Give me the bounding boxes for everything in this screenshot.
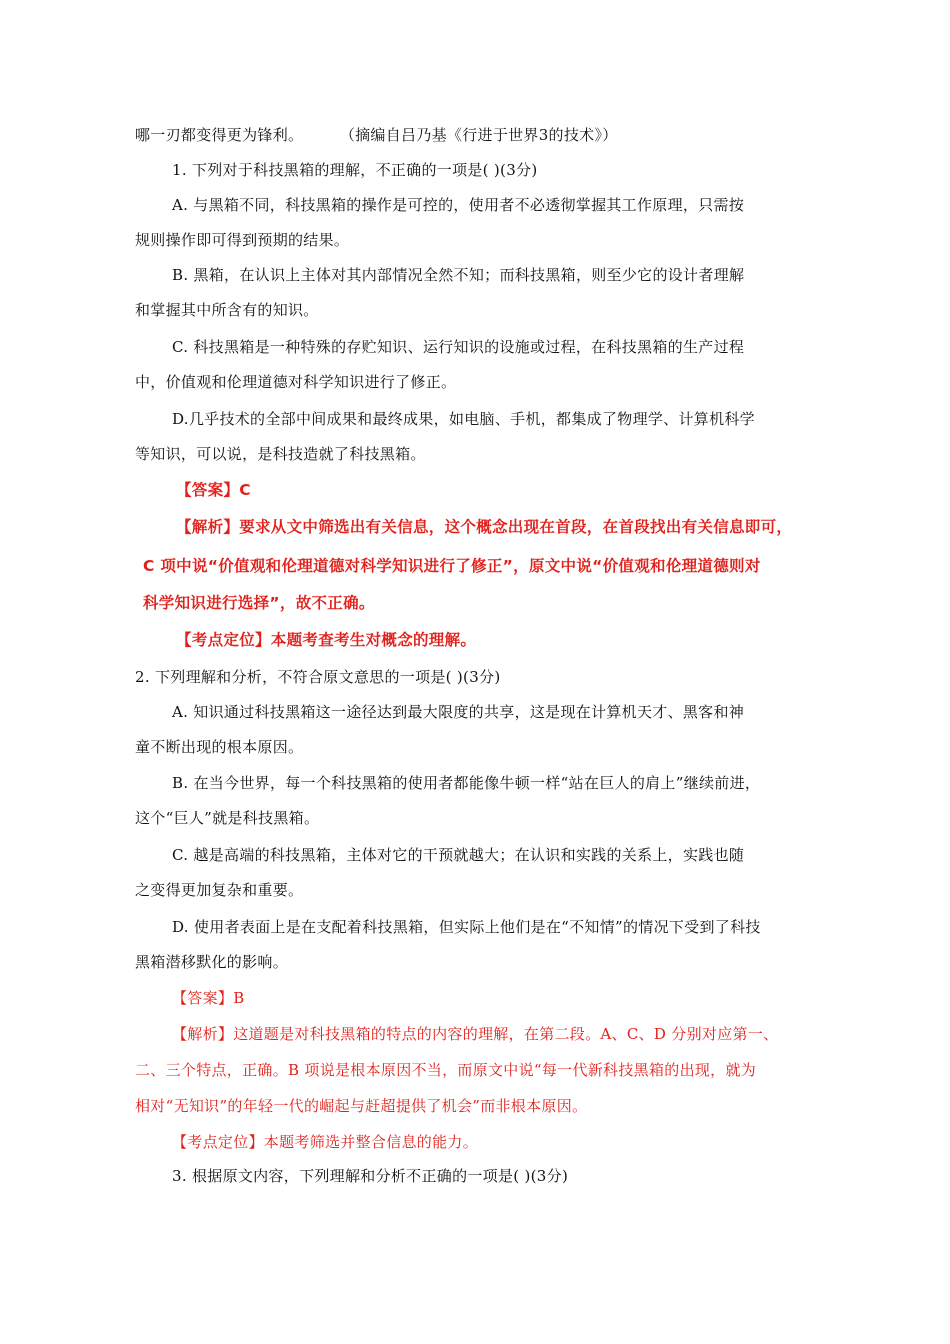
explanation-1: 【解析】要求从文中筛选出有关信息，这个概念出现在首段，在首段找出有关信息即可， xyxy=(176,518,793,536)
q1-option-c-cont: 中，价值观和伦理道德对科学知识进行了修正。 xyxy=(135,373,457,391)
q1-option-d: D.几乎技术的全部中间成果和最终成果，如电脑、手机，都集成了物理学、计算机科学 xyxy=(172,410,755,428)
q2-option-b-cont: 这个“巨人”就是科技黑箱。 xyxy=(135,809,320,827)
q1-option-d-cont: 等知识，可以说，是科技造就了科技黑箱。 xyxy=(135,445,426,463)
key-point-1: 【考点定位】本题考查考生对概念的理解。 xyxy=(176,631,477,649)
answer-2: 【答案】B xyxy=(172,989,245,1007)
answer-1: 【答案】C xyxy=(176,481,251,499)
q1-option-a-cont: 规则操作即可得到预期的结果。 xyxy=(135,231,350,249)
explanation-2-cont2: 相对“无知识”的年轻一代的崛起与赶超提供了机会”而非根本原因。 xyxy=(135,1097,588,1115)
question-1: 1. 下列对于科技黑箱的理解，不正确的一项是( )(3分) xyxy=(172,161,538,179)
explanation-2: 【解析】这道题是对科技黑箱的特点的内容的理解，在第二段。A、C、D 分别对应第一、 xyxy=(172,1025,779,1043)
q2-option-d: D. 使用者表面上是在支配着科技黑箱，但实际上他们是在“不知情”的情况下受到了科技 xyxy=(172,918,761,936)
q2-option-c: C. 越是高端的科技黑箱，主体对它的干预就越大；在认识和实践的关系上，实践也随 xyxy=(172,846,745,864)
q2-option-b: B. 在当今世界，每一个科技黑箱的使用者都能像牛顿一样“站在巨人的肩上”继续前进， xyxy=(172,774,761,792)
explanation-2-cont: 二、三个特点，正确。B 项说是根本原因不当，而原文中说“每一代新科技黑箱的出现，就为 xyxy=(135,1061,757,1079)
passage-end: 哪一刃都变得更为锋利。 xyxy=(135,126,304,144)
key-point-2: 【考点定位】本题考筛选并整合信息的能力。 xyxy=(172,1133,479,1151)
q2-option-a-cont: 童不断出现的根本原因。 xyxy=(135,738,304,756)
question-3: 3. 根据原文内容，下列理解和分析不正确的一项是( )(3分) xyxy=(172,1167,569,1185)
q1-option-b-cont: 和掌握其中所含有的知识。 xyxy=(135,301,319,319)
q1-option-a: A. 与黑箱不同，科技黑箱的操作是可控的，使用者不必透彻掌握其工作原理，只需按 xyxy=(172,196,745,214)
text-line xyxy=(135,125,618,145)
q1-option-b: B. 黑箱，在认识上主体对其内部情况全然不知；而科技黑箱，则至少它的设计者理解 xyxy=(172,266,745,284)
source-citation: （摘编自吕乃基《行进于世界3的技术》） xyxy=(347,126,618,144)
explanation-1-cont2: 科学知识进行选择”，故不正确。 xyxy=(143,594,375,612)
question-2: 2. 下列理解和分析，不符合原文意思的一项是( )(3分) xyxy=(135,668,501,686)
q2-option-d-cont: 黑箱潜移默化的影响。 xyxy=(135,953,289,971)
q2-option-c-cont: 之变得更加复杂和重要。 xyxy=(135,881,304,899)
q2-option-a: A. 知识通过科技黑箱这一途径达到最大限度的共享，这是现在计算机天才、黑客和神 xyxy=(172,703,745,721)
explanation-1-cont: C 项中说“价值观和伦理道德对科学知识进行了修正”，原文中说“价值观和伦理道德则对 xyxy=(143,557,761,575)
q1-option-c: C. 科技黑箱是一种特殊的存贮知识、运行知识的设施或过程，在科技黑箱的生产过程 xyxy=(172,338,745,356)
